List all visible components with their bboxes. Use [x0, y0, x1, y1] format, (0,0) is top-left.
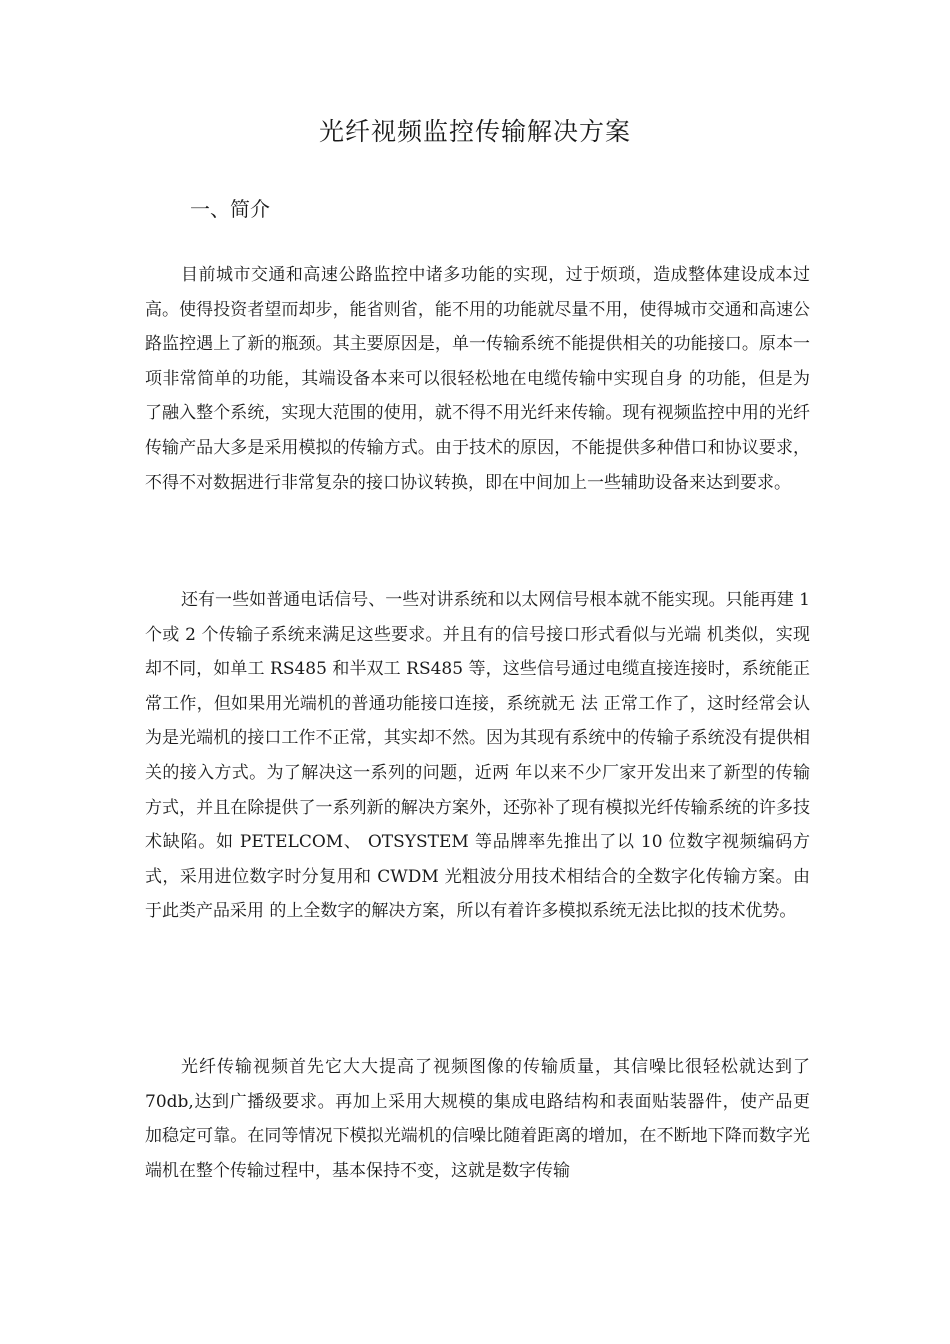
- document-title: 光纤视频监控传输解决方案: [318, 117, 631, 146]
- section-heading: 一、简介: [190, 197, 270, 221]
- paragraph-2: 还有一些如普通电话信号、一些对讲系统和以太网信号根本就不能实现。只能再建 1 个或 2 个传输子系统来满足这些要求。并且有的信号接口形式看似与光端 机类似，实现却不同，如单工 RS485 和半双工 RS485 等，这些信号通过电缆直接连接时，系统能正常工作，但如果用光端机的普通功能接口连接，系统就无 法 正常工作了，这时经常会认为是光端机的接口工作不正常，其实却不然。因为其现有系统中的传输子系统没有提供相关的接入方式。为了解决这一系列的问题，近两 年以来不少厂家开发出来了新型的传输方式，并且在除提供了一系列新的解决方案外，还弥补了现有模拟光纤传输系统的许多技术缺陷。如 PETELCOM、 OTSYSTEM 等品牌率先推出了以 10 位数字视频编码方式，采用进位数字时分复用和 CWDM 光粗波分用技术相结合的全数字化传输方案。由于此类产品采用 的上全数字的解决方案，所以有着许多模拟系统无法比拟的技术优势。: [145, 590, 810, 922]
- paragraph-3: 光纤传输视频首先它大大提高了视频图像的传输质量，其信噪比很轻松就达到了 70db,达到广播级要求。再加上采用大规模的集成电路结构和表面贴装器件，使产品更 加稳定可靠。在同等情况下模拟光端机的信噪比随着距离的增加，在不断地下降而数字光端机在整个传输过程中，基本保持不变，这就是数字传输: [145, 1057, 810, 1181]
- paragraph-1: 目前城市交通和高速公路监控中诸多功能的实现，过于烦琐，造成整体建设成本过高。使得投资者望而却步，能省则省，能不用的功能就尽量不用，使得城市交通和高速公路监控遇上了新的瓶颈。其主要原因是，单一传输系统不能提供相关的功能接口。原本一项非常简单的功能，其端设备本来可以很轻松地在电缆传输中实现自身 的功能，但是为了融入整个系统，实现大范围的使用，就不得不用光纤来传输。现有视频监控中用的光纤传输产品大多是采用模拟的传输方式。由于技术的原因，不能提供多种借口和协议要求，不得不对数据进行非常复杂的接口协议转换，即在中间加上一些辅助设备来达到要求。: [145, 265, 810, 493]
